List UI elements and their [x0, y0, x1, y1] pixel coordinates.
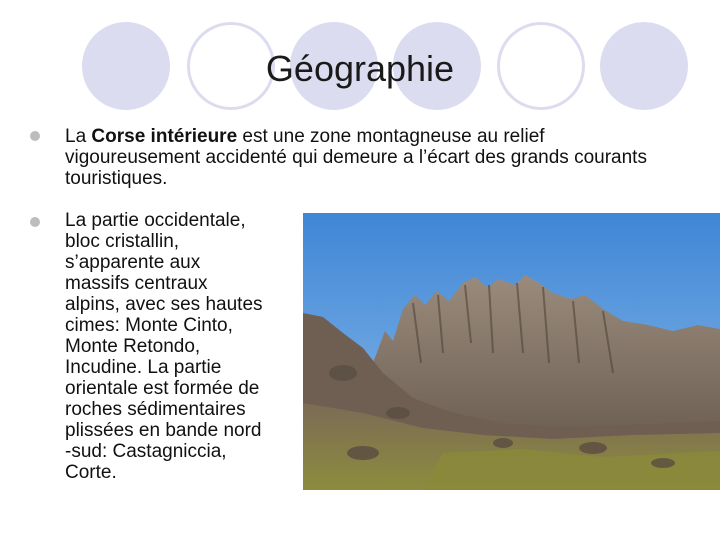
- bullet-2-line: -sud: Castagniccia,: [65, 441, 227, 462]
- mountain-photo-illustration: [303, 213, 720, 490]
- bullet-2-line: Monte Retondo,: [65, 336, 201, 357]
- bullet-2-line: cimes: Monte Cinto,: [65, 315, 233, 336]
- bullet-1-prefix: La: [65, 126, 92, 147]
- bullet-1-bold: Corse intérieure: [91, 126, 238, 147]
- bullet-2-line: La partie occidentale,: [65, 210, 246, 231]
- bullet-2-line: s’apparente aux: [65, 252, 201, 273]
- bullet-2-line: bloc cristallin,: [65, 231, 180, 252]
- bullet-2-line: Incudine. La partie: [65, 357, 222, 378]
- mountain-photo: [303, 213, 720, 490]
- bullet-2-line: roches sédimentaires: [65, 399, 246, 420]
- bullet-1-rest: est une zone montagneuse au relief vigoureusement accidenté qui demeure a l’écart des grands courants touristiques.: [65, 126, 647, 189]
- slide-title: Géographie: [265, 48, 455, 89]
- bullet-2-line: Corte.: [65, 462, 117, 483]
- grass-patch: [423, 449, 720, 490]
- bullet-2-line: alpins, avec ses hautes: [65, 294, 263, 315]
- bullet-dot-1: [30, 131, 40, 141]
- bullet-text-1: [65, 126, 665, 189]
- bullet-text-2: [65, 210, 300, 483]
- bullet-dot-2: [30, 217, 40, 227]
- bullet-2-line: massifs centraux: [65, 273, 208, 294]
- bullet-2-line: orientale est formée de: [65, 378, 260, 399]
- bullet-2-line: plissées en bande nord: [65, 420, 262, 441]
